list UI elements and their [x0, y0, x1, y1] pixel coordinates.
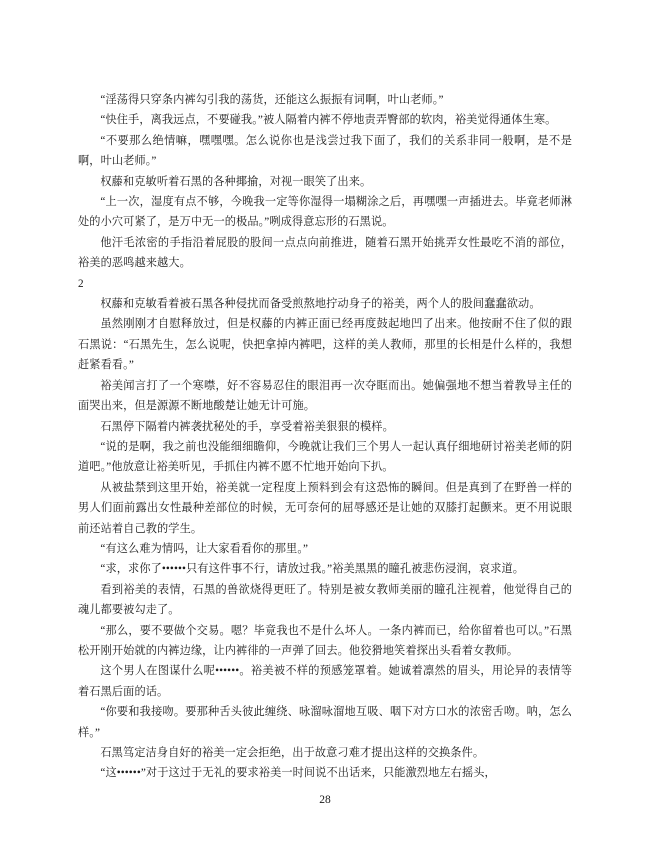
paragraph: “那么，要不要做个交易。嗯？毕竟我也不是什么坏人。一条内裤而已，给你留着也可以。”石黑松开刚开始就的内裤边缘，让内裤徘的一声弹了回去。他狡猾地笑着探出头看着女教师。	[78, 624, 572, 657]
paragraph: “不要那么绝情嘛，嘿嘿嘿。怎么说你也是浅尝过我下面了，我们的关系非同一般啊，是不是啊，叶山老师。”	[78, 134, 572, 168]
paragraph: “快住手，离我远点，不要碰我。”被人隔着内裤不停地责弄臀部的软肉，裕美觉得通体生寒。	[100, 114, 557, 127]
paragraph: 虽然刚刚才自慰释放过，但是权藤的内裤正面已经再度鼓起地凹了出来。他按耐不住了似的跟石黑说：“石黑先生，怎么说呢，快把拿掉内裤吧，这样的美人教师，那里的长相是什么样的，我想赶紧看看。”	[78, 318, 572, 372]
paragraph: “说的是啊，我之前也没能细细瞻仰，今晚就让我们三个男人一起认真仔细地研讨裕美老师的阴道吧。”他放意让裕美听见，手抓住内裤不愿不忙地开始向下扒。	[78, 440, 572, 474]
page-number: 28	[319, 794, 331, 806]
paragraph: 权藤和克敏看着被石黑各种侵扰而备受煎熬地拧动身子的裕美，两个人的股间蠢蠢欲动。	[100, 298, 541, 311]
paragraph: “求，求你了••••••只有这件事不行，请放过我。”裕美黑黑的瞳孔被悲伤浸润，哀求道。	[100, 563, 525, 576]
paragraph: 裕美闻言打了一个寒噤，好不容易忍住的眼泪再一次夺眶而出。她偏强地不想当着教导主任的面哭出来，但是源源不断地酸楚让她无计可施。	[78, 379, 572, 413]
paragraph: “你要和我接吻。要那种舌头彼此缠绕、咏溜咏溜地互吸、咽下对方口水的浓密舌吻。呐，怎么样。”	[78, 706, 572, 739]
paragraph: 石黑笃定洁身自好的裕美一定会拒绝，出于故意刁难才提出这样的交换条件。	[100, 747, 485, 759]
paragraph: “有这么难为情吗，让大家看看你的那里。”	[100, 542, 309, 555]
paragraph: “上一次，湿度有点不够，今晚我一定等你湿得一塌糊涂之后，再嘿嘿一声插进去。毕竟老师淋处的小穴可紧了，是万中无一的极品。”咧成得意忘形的石黑说。	[78, 196, 572, 229]
paragraph: 看到裕美的表情，石黑的兽欲烧得更旺了。特别是被女教师美丽的瞳孔注视着，他觉得自己的魂儿都要被勾走了。	[78, 583, 572, 617]
paragraph: “淫荡得只穿条内裤勾引我的荡货，还能这么振振有词啊，叶山老师。”	[100, 94, 444, 106]
paragraph: 他汗毛浓密的手指沿着屁股的股间一点点向前推进，随着石黑开始挑弄女性最吃不消的部位，裕美的恶鸣越来越大。	[78, 236, 572, 270]
paragraph: 从被盐禁到这里开始，裕美就一定程度上预料到会有这恐怖的瞬间。但是真到了在野兽一样的男人们面前露出女性最种差部位的时候，无可奈何的屈辱感还是让她的双膝打起颤来。更不用说眼前还站着自己教的学生。	[78, 481, 572, 535]
section-number: 2	[78, 277, 84, 290]
paragraph: 权藤和克敏听着石黑的各种揶揄，对视一眼笑了出来。	[100, 175, 372, 188]
paragraph: 这个男人在图谋什么呢••••••。裕美被不样的预感笼罩着。她诚着凛然的眉头，用论异的表情等着石黑后面的话。	[78, 665, 572, 698]
page-body	[78, 90, 572, 784]
paragraph: “这••••••”对于这过于无礼的要求裕美一时间说不出话来，只能激烈地左右摇头，	[100, 767, 496, 780]
paragraph: 石黑停下隔着内裤袭扰秘处的手，享受着裕美狠狠的模样。	[100, 420, 394, 433]
